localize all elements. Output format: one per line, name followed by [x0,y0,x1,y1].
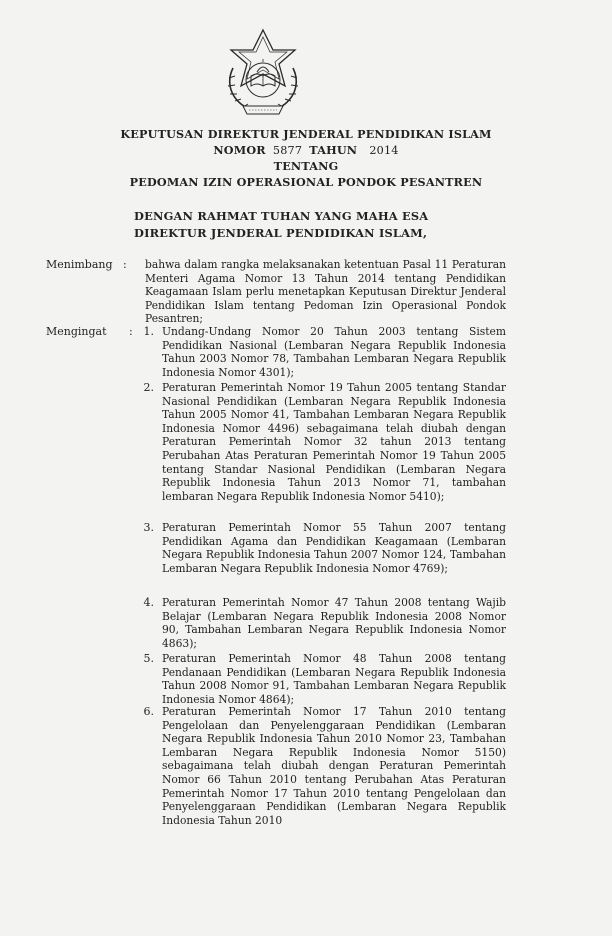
tentang-heading: TENTANG [273,159,339,173]
tahun-label: TAHUN [309,143,358,157]
list-item-number: 2. [143,381,154,394]
blessing-line-2: DIREKTUR JENDERAL PENDIDIKAN ISLAM, [134,226,428,240]
decree-subject: PEDOMAN IZIN OPERASIONAL PONDOK PESANTREN [129,175,483,189]
nomor-value: 5877 [272,144,303,157]
list-item: Undang-Undang Nomor 20 Tahun 2003 tentang Sistem Pendidikan Nasional (Lembaran Negara Republik Indonesia Tahun 2003 Nomor 78, Tambahan Lembaran Negara Republik Indonesia Nomor 4301); [162,325,506,379]
list-item: Peraturan Pemerintah Nomor 55 Tahun 2007 tentang Pendidikan Agama dan Pendidikan Keagamaan (Lembaran Negara Republik Indonesia Tahun 2007 Nomor 124, Tambahan Lembaran Negara Republik Indonesia Nomor 4769); [162,521,506,575]
nomor-label: NOMOR [213,143,266,157]
menimbang-text: bahwa dalam rangka melaksanakan ketentuan Pasal 11 Peraturan Menteri Agama Nomor 13 Tahun 2014 tentang Pendidikan Keagamaan Islam perlu menetapkan Keputusan Direktur Jenderal Pendidikan Islam tentang Pedoman Izin Operasional Pondok Pesantren; [145,258,506,326]
list-item-number: 1. [143,325,154,338]
mengingat-colon: : [129,325,133,338]
menimbang-colon: : [123,258,127,271]
list-item-number: 6. [143,705,154,718]
mengingat-label: Mengingat [46,325,107,338]
blessing-line-1: DENGAN RAHMAT TUHAN YANG MAHA ESA [134,209,429,223]
list-item: Peraturan Pemerintah Nomor 17 Tahun 2010 tentang Pengelolaan dan Penyelenggaraan Pendidikan (Lembaran Negara Republik Indonesia Tahun 2010 Nomor 23, Tambahan Lembaran Negara Republik Indonesia Nomor 5150) sebagaimana telah diubah dengan Peraturan Pemerintah Nomor 66 Tahun 2010 tentang Perubahan Atas Peraturan Pemerintah Nomor 17 Tahun 2010 tentang Pengelolaan dan Penyelenggaraan Pendidikan (Lembaran Negara Republik Indonesia Tahun 2010 [162,705,506,827]
list-item: Peraturan Pemerintah Nomor 47 Tahun 2008 tentang Wajib Belajar (Lembaran Negara Republik Indonesia 2008 Nomor 90, Tambahan Lembaran Negara Republik Indonesia Nomor 4863); [162,596,506,650]
ministry-of-religious-affairs-emblem-icon [219,28,307,120]
list-item: Peraturan Pemerintah Nomor 19 Tahun 2005 tentang Standar Nasional Pendidikan (Lembaran Negara Republik Indonesia Tahun 2005 Nomor 41, Tambahan Lembaran Negara Republik Indonesia Nomor 4496) sebagaimana telah diubah dengan Peraturan Pemerintah Nomor 32 tahun 2013 tentang Perubahan Atas Peraturan Pemerintah Nomor 19 Tahun 2005 tentang Standar Nasional Pendidikan (Lembaran Negara Republik Indonesia Tahun 2013 Nomor 71, tambahan lembaran Negara Republik Indonesia Nomor 5410); [162,381,506,503]
decree-title: KEPUTUSAN DIREKTUR JENDERAL PENDIDIKAN ISLAM [120,127,492,141]
tahun-value: 2014 [369,144,399,157]
menimbang-label: Menimbang [46,258,113,271]
list-item-number: 4. [143,596,154,609]
list-item-number: 5. [143,652,154,665]
list-item: Peraturan Pemerintah Nomor 48 Tahun 2008 tentang Pendanaan Pendidikan (Lembaran Negara Republik Indonesia Tahun 2008 Nomor 91, Tambahan Lembaran Negara Republik Indonesia Nomor 4864); [162,652,506,706]
list-item-number: 3. [143,521,154,534]
decree-number-line [0,143,612,157]
